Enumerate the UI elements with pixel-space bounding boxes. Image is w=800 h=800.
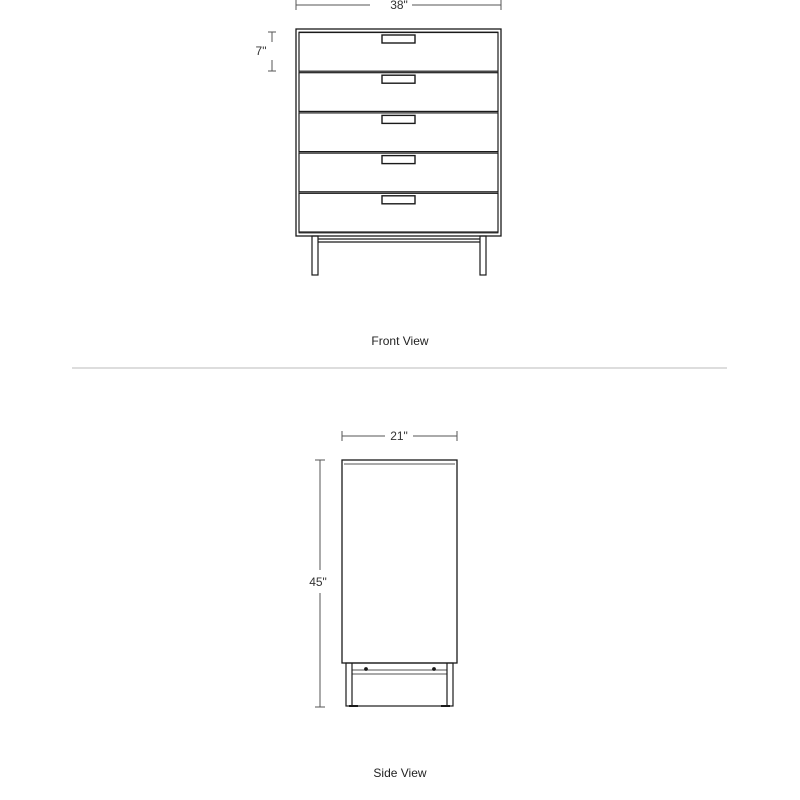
drawer-height-label: 7"	[255, 44, 267, 58]
drawer-height-dimension	[268, 32, 276, 71]
drawer-pull	[382, 196, 415, 204]
drawer-pull	[382, 156, 415, 164]
front-left-leg	[312, 236, 318, 275]
front-view-caption: Front View	[371, 334, 429, 348]
front-carcass	[296, 29, 501, 236]
front-right-leg	[480, 236, 486, 275]
drawer-stack	[299, 33, 498, 233]
front-view	[256, 0, 501, 275]
side-base	[346, 663, 453, 706]
side-depth-label: 21"	[390, 429, 408, 443]
drawer-pull	[382, 75, 415, 83]
side-view	[309, 429, 457, 707]
side-view-caption: Side View	[373, 766, 427, 780]
side-height-label: 45"	[309, 575, 327, 589]
side-carcass	[342, 460, 457, 663]
front-width-label: 38"	[390, 0, 408, 12]
front-base	[312, 236, 486, 275]
drawer-pull	[382, 35, 415, 43]
drawer-pull	[382, 115, 415, 123]
